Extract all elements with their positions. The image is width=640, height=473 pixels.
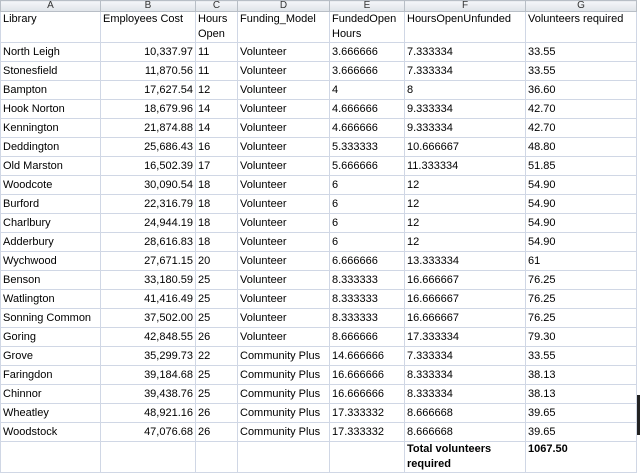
header-cell-volunteers[interactable]	[526, 12, 637, 43]
table-row	[1, 138, 637, 157]
cell-funded-open-hours[interactable]: 8.333333	[330, 271, 405, 290]
total-empty-cell-a[interactable]	[1, 442, 101, 473]
header-cell-employees-cost[interactable]	[101, 12, 196, 43]
cell-library[interactable]: Kennington	[1, 119, 101, 138]
cell-employees-cost[interactable]: 17,627.54	[101, 81, 196, 100]
cell-hours-unfunded[interactable]: 16.666667	[405, 290, 526, 309]
cell-employees-cost[interactable]: 18,679.96	[101, 100, 196, 119]
cell-funded-open-hours[interactable]: 17.333332	[330, 423, 405, 442]
header-hours-open-line2: Open	[198, 28, 225, 40]
cell-volunteers-required[interactable]: 76.25	[526, 309, 637, 328]
cell-funded-open-hours[interactable]: 5.666666	[330, 157, 405, 176]
total-label-line1: Total volunteers	[407, 443, 492, 455]
cell-hours-open[interactable]: 14	[196, 100, 238, 119]
cell-hours-unfunded[interactable]: 12	[405, 195, 526, 214]
cell-library[interactable]: Bampton	[1, 81, 101, 100]
table-row	[1, 81, 637, 100]
cell-employees-cost[interactable]: 39,184.68	[101, 366, 196, 385]
cell-volunteers-required[interactable]: 79.30	[526, 328, 637, 347]
header-hours-open-line1: Hours	[198, 13, 228, 25]
cell-hours-unfunded[interactable]: 13.333334	[405, 252, 526, 271]
cell-funded-open-hours[interactable]: 6	[330, 233, 405, 252]
cell-hours-open[interactable]: 25	[196, 271, 238, 290]
cell-employees-cost[interactable]: 30,090.54	[101, 176, 196, 195]
header-cell-hours-open[interactable]	[196, 12, 238, 43]
cell-library[interactable]: Sonning Common	[1, 309, 101, 328]
cell-employees-cost[interactable]: 39,438.76	[101, 385, 196, 404]
cell-hours-unfunded[interactable]: 8.666668	[405, 423, 526, 442]
cell-volunteers-required[interactable]: 54.90	[526, 176, 637, 195]
cell-hours-open[interactable]: 25	[196, 290, 238, 309]
cell-library[interactable]: Wheatley	[1, 404, 101, 423]
header-cell-funding-model[interactable]	[238, 12, 330, 43]
cell-employees-cost[interactable]: 27,671.15	[101, 252, 196, 271]
column-header-f[interactable]: F	[405, 1, 526, 12]
cell-funding-model[interactable]: Volunteer	[238, 100, 330, 119]
total-empty-cell-b[interactable]	[101, 442, 196, 473]
header-library-label: Library	[3, 13, 37, 25]
table-row	[1, 366, 637, 385]
cell-library[interactable]: Faringdon	[1, 366, 101, 385]
table-row	[1, 176, 637, 195]
table-row	[1, 214, 637, 233]
header-funding-model-label: Funding_Model	[240, 13, 316, 25]
cell-funded-open-hours[interactable]: 8.666666	[330, 328, 405, 347]
cell-employees-cost[interactable]: 21,874.88	[101, 119, 196, 138]
cell-funding-model[interactable]: Volunteer	[238, 309, 330, 328]
table-row	[1, 233, 637, 252]
cell-employees-cost[interactable]: 47,076.68	[101, 423, 196, 442]
header-employees-cost-label: Employees Cost	[103, 13, 184, 25]
cell-hours-unfunded[interactable]: 8.333334	[405, 385, 526, 404]
cell-funding-model[interactable]: Community Plus	[238, 404, 330, 423]
cell-library[interactable]: Stonesfield	[1, 62, 101, 81]
cell-hours-unfunded[interactable]: 12	[405, 214, 526, 233]
total-empty-cell-c[interactable]	[196, 442, 238, 473]
cell-funding-model[interactable]: Volunteer	[238, 233, 330, 252]
cell-library[interactable]: Hook Norton	[1, 100, 101, 119]
cell-hours-unfunded[interactable]: 8.666668	[405, 404, 526, 423]
cell-hours-unfunded[interactable]: 7.333334	[405, 347, 526, 366]
header-row	[1, 12, 637, 43]
cell-employees-cost[interactable]: 24,944.19	[101, 214, 196, 233]
cell-volunteers-required[interactable]: 38.13	[526, 366, 637, 385]
table-row	[1, 271, 637, 290]
cell-hours-open[interactable]: 20	[196, 252, 238, 271]
cell-funding-model[interactable]: Volunteer	[238, 271, 330, 290]
cell-volunteers-required[interactable]: 39.65	[526, 404, 637, 423]
cell-funded-open-hours[interactable]: 4.666666	[330, 119, 405, 138]
column-header-d[interactable]: D	[238, 1, 330, 12]
cell-funded-open-hours[interactable]: 5.333333	[330, 138, 405, 157]
cell-library[interactable]: Wychwood	[1, 252, 101, 271]
cell-funding-model[interactable]: Volunteer	[238, 290, 330, 309]
cell-funded-open-hours[interactable]: 17.333332	[330, 404, 405, 423]
table-row	[1, 423, 637, 442]
cell-employees-cost[interactable]: 10,337.97	[101, 43, 196, 62]
cell-library[interactable]: Woodcote	[1, 176, 101, 195]
cell-funded-open-hours[interactable]: 3.666666	[330, 43, 405, 62]
cell-library[interactable]: Chinnor	[1, 385, 101, 404]
cell-funded-open-hours[interactable]: 6	[330, 176, 405, 195]
cell-hours-open[interactable]: 26	[196, 328, 238, 347]
cell-hours-open[interactable]: 25	[196, 366, 238, 385]
table-row	[1, 385, 637, 404]
cell-volunteers-required[interactable]: 76.25	[526, 271, 637, 290]
cell-hours-unfunded[interactable]: 10.666667	[405, 138, 526, 157]
table-row	[1, 309, 637, 328]
column-header-row	[1, 1, 637, 12]
cell-funded-open-hours[interactable]: 8.333333	[330, 309, 405, 328]
cell-funded-open-hours[interactable]: 16.666666	[330, 366, 405, 385]
table-row	[1, 404, 637, 423]
cell-funding-model[interactable]: Volunteer	[238, 328, 330, 347]
cell-funding-model[interactable]: Volunteer	[238, 195, 330, 214]
cell-funded-open-hours[interactable]: 6	[330, 195, 405, 214]
table-row	[1, 328, 637, 347]
cell-hours-open[interactable]: 26	[196, 404, 238, 423]
table-row	[1, 195, 637, 214]
table-row	[1, 157, 637, 176]
header-hours-unfunded-label: HoursOpenUnfunded	[407, 13, 511, 25]
column-header-b[interactable]: B	[101, 1, 196, 12]
cell-funded-open-hours[interactable]: 16.666666	[330, 385, 405, 404]
cell-volunteers-required[interactable]: 48.80	[526, 138, 637, 157]
total-label-line2: required	[407, 458, 452, 470]
cell-hours-open[interactable]: 11	[196, 62, 238, 81]
cell-library[interactable]: Watlington	[1, 290, 101, 309]
cell-hours-unfunded[interactable]: 8.333334	[405, 366, 526, 385]
cell-hours-open[interactable]: 18	[196, 176, 238, 195]
cell-employees-cost[interactable]: 16,502.39	[101, 157, 196, 176]
cell-volunteers-required[interactable]: 54.90	[526, 233, 637, 252]
cell-volunteers-required[interactable]: 76.25	[526, 290, 637, 309]
cell-funded-open-hours[interactable]: 3.666666	[330, 62, 405, 81]
cell-funding-model[interactable]: Volunteer	[238, 81, 330, 100]
table-row	[1, 43, 637, 62]
cell-hours-open[interactable]: 25	[196, 309, 238, 328]
cell-employees-cost[interactable]: 33,180.59	[101, 271, 196, 290]
cell-funding-model[interactable]: Community Plus	[238, 347, 330, 366]
cell-hours-open[interactable]: 16	[196, 138, 238, 157]
cell-employees-cost[interactable]: 22,316.79	[101, 195, 196, 214]
cell-hours-unfunded[interactable]: 17.333334	[405, 328, 526, 347]
cell-library[interactable]: Woodstock	[1, 423, 101, 442]
cell-funding-model[interactable]: Volunteer	[238, 43, 330, 62]
cell-hours-open[interactable]: 12	[196, 81, 238, 100]
cell-employees-cost[interactable]: 25,686.43	[101, 138, 196, 157]
cell-employees-cost[interactable]: 48,921.16	[101, 404, 196, 423]
cell-funding-model[interactable]: Volunteer	[238, 119, 330, 138]
cell-employees-cost[interactable]: 28,616.83	[101, 233, 196, 252]
cell-library[interactable]: Adderbury	[1, 233, 101, 252]
cell-volunteers-required[interactable]: 54.90	[526, 214, 637, 233]
cell-volunteers-required[interactable]: 33.55	[526, 43, 637, 62]
cell-funded-open-hours[interactable]: 8.333333	[330, 290, 405, 309]
cell-funding-model[interactable]: Volunteer	[238, 252, 330, 271]
cell-volunteers-required[interactable]: 33.55	[526, 62, 637, 81]
cell-volunteers-required[interactable]: 42.70	[526, 100, 637, 119]
column-header-e[interactable]: E	[330, 1, 405, 12]
table-row	[1, 62, 637, 81]
cell-funded-open-hours[interactable]: 4.666666	[330, 100, 405, 119]
cell-funded-open-hours[interactable]: 4	[330, 81, 405, 100]
cell-library[interactable]: Grove	[1, 347, 101, 366]
cell-funded-open-hours[interactable]: 6	[330, 214, 405, 233]
column-header-g[interactable]: G	[526, 1, 637, 12]
cell-employees-cost[interactable]: 11,870.56	[101, 62, 196, 81]
table-row	[1, 100, 637, 119]
cell-employees-cost[interactable]: 41,416.49	[101, 290, 196, 309]
cell-volunteers-required[interactable]: 33.55	[526, 347, 637, 366]
cell-hours-unfunded[interactable]: 11.333334	[405, 157, 526, 176]
cell-funding-model[interactable]: Community Plus	[238, 423, 330, 442]
cell-hours-unfunded[interactable]: 16.666667	[405, 271, 526, 290]
cell-library[interactable]: Charlbury	[1, 214, 101, 233]
header-cell-funded-open-hours[interactable]	[330, 12, 405, 43]
table-row	[1, 252, 637, 271]
cell-hours-unfunded[interactable]: 12	[405, 176, 526, 195]
cell-library[interactable]: Burford	[1, 195, 101, 214]
cell-hours-open[interactable]: 25	[196, 385, 238, 404]
column-header-a[interactable]: A	[1, 1, 101, 12]
cell-funding-model[interactable]: Volunteer	[238, 214, 330, 233]
header-cell-library[interactable]	[1, 12, 101, 43]
cell-hours-open[interactable]: 18	[196, 233, 238, 252]
column-header-c[interactable]: C	[196, 1, 238, 12]
header-cell-hours-unfunded[interactable]	[405, 12, 526, 43]
cell-hours-unfunded[interactable]: 9.333334	[405, 119, 526, 138]
total-empty-cell-d[interactable]	[238, 442, 330, 473]
table-row	[1, 119, 637, 138]
cell-employees-cost[interactable]: 37,502.00	[101, 309, 196, 328]
cell-hours-open[interactable]: 18	[196, 195, 238, 214]
total-value-cell[interactable]: 1067.50	[526, 442, 637, 473]
cell-hours-unfunded[interactable]: 7.333334	[405, 43, 526, 62]
cell-hours-unfunded[interactable]: 8	[405, 81, 526, 100]
cell-volunteers-required[interactable]: 51.85	[526, 157, 637, 176]
cell-hours-open[interactable]: 26	[196, 423, 238, 442]
total-empty-cell-e[interactable]	[330, 442, 405, 473]
total-row	[1, 442, 637, 473]
cell-library[interactable]: Benson	[1, 271, 101, 290]
cell-hours-open[interactable]: 14	[196, 119, 238, 138]
cell-library[interactable]: North Leigh	[1, 43, 101, 62]
cell-library[interactable]: Old Marston	[1, 157, 101, 176]
header-funded-open-line1: FundedOpen	[332, 13, 397, 25]
cell-hours-open[interactable]: 17	[196, 157, 238, 176]
cell-volunteers-required[interactable]: 54.90	[526, 195, 637, 214]
cell-employees-cost[interactable]: 42,848.55	[101, 328, 196, 347]
cell-hours-unfunded[interactable]: 12	[405, 233, 526, 252]
cell-library[interactable]: Deddington	[1, 138, 101, 157]
cell-library[interactable]: Goring	[1, 328, 101, 347]
cell-volunteers-required[interactable]: 61	[526, 252, 637, 271]
cell-funding-model[interactable]: Community Plus	[238, 385, 330, 404]
cell-hours-unfunded[interactable]: 7.333334	[405, 62, 526, 81]
cell-funding-model[interactable]: Community Plus	[238, 366, 330, 385]
table-row	[1, 347, 637, 366]
cell-funding-model[interactable]: Volunteer	[238, 62, 330, 81]
cell-volunteers-required[interactable]: 42.70	[526, 119, 637, 138]
header-funded-open-line2: Hours	[332, 28, 362, 40]
cell-hours-open[interactable]: 11	[196, 43, 238, 62]
table-row	[1, 290, 637, 309]
cell-funding-model[interactable]: Volunteer	[238, 138, 330, 157]
cell-hours-unfunded[interactable]: 16.666667	[405, 309, 526, 328]
cell-volunteers-required[interactable]: 39.65	[526, 423, 637, 442]
cell-hours-unfunded[interactable]: 9.333334	[405, 100, 526, 119]
total-label-cell[interactable]	[405, 442, 526, 473]
cell-funding-model[interactable]: Volunteer	[238, 176, 330, 195]
cell-hours-open[interactable]: 18	[196, 214, 238, 233]
cell-volunteers-required[interactable]: 36.60	[526, 81, 637, 100]
cell-funding-model[interactable]: Volunteer	[238, 157, 330, 176]
cell-employees-cost[interactable]: 35,299.73	[101, 347, 196, 366]
cell-funded-open-hours[interactable]: 6.666666	[330, 252, 405, 271]
cell-volunteers-required[interactable]: 38.13	[526, 385, 637, 404]
cell-funded-open-hours[interactable]: 14.666666	[330, 347, 405, 366]
header-volunteers-label: Volunteers required	[528, 13, 624, 25]
cell-hours-open[interactable]: 22	[196, 347, 238, 366]
